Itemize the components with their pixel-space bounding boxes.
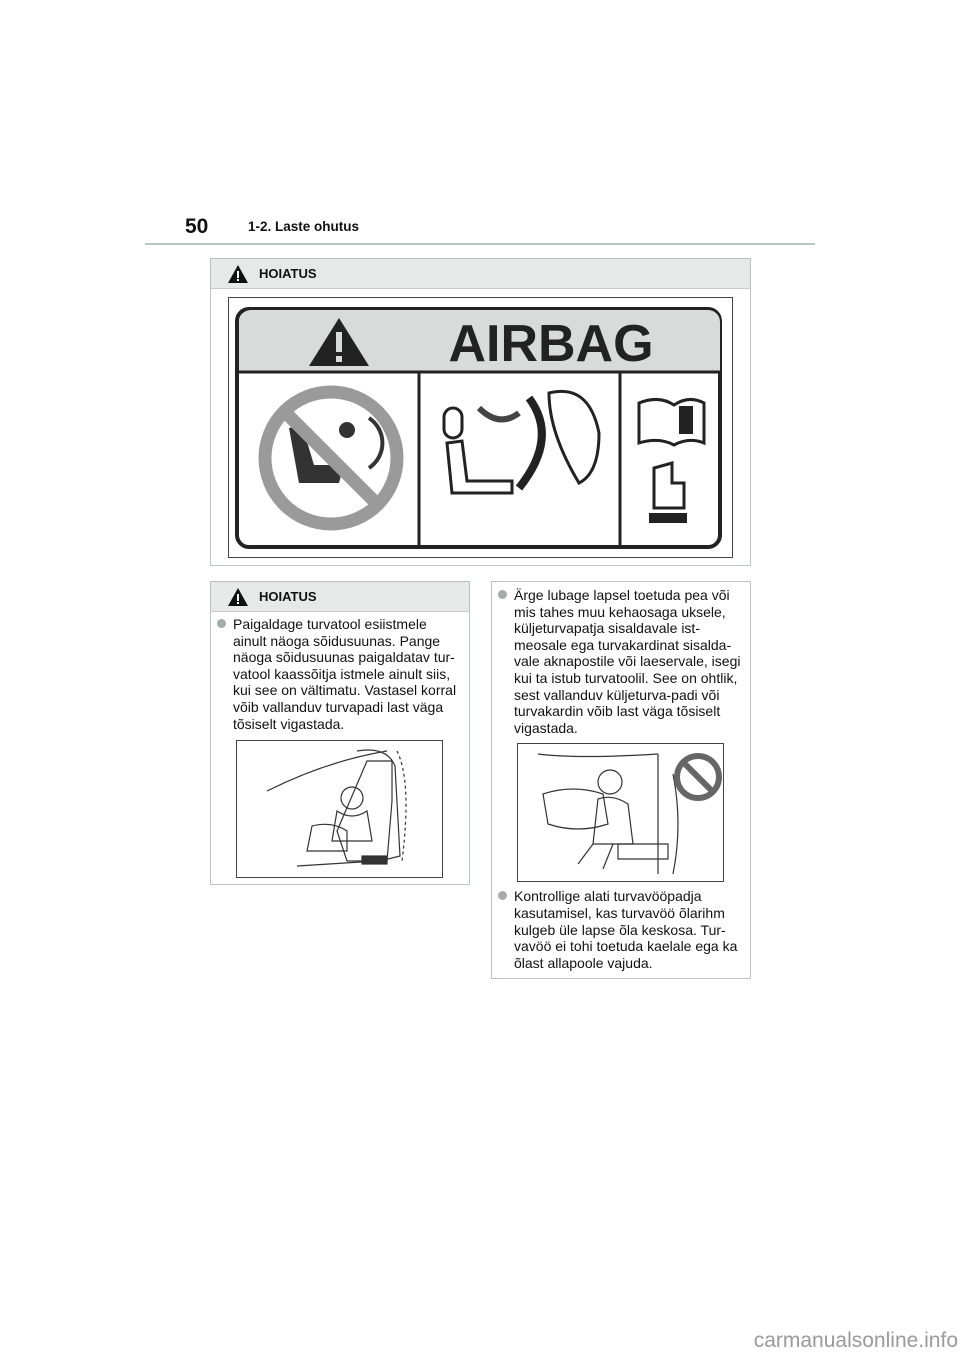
bullet-icon — [498, 590, 507, 599]
list-item — [498, 587, 742, 736]
forward-facing-seat-illustration — [236, 740, 443, 878]
page-number: 50 — [185, 215, 209, 238]
list-item — [217, 616, 461, 732]
bullet-icon — [498, 891, 507, 900]
warning-header — [211, 259, 750, 289]
item-text: Ärge lubage lapsel toetuda pea või mis tahes muu kehaosaga uksele, küljeturvapatja sisaldavale ist-meosale ega turvakardinat sisalda-vale aknapostile või laeservale, isegi kui ta istub turvatoolil. See on ohtlik, sest vallanduv küljeturva-padi või turvakardin võib last väga tõsiselt vigastada. — [514, 587, 741, 736]
section-title: 1-2. Laste ohutus — [248, 219, 360, 234]
bullet-icon — [217, 619, 226, 628]
warning-box-airbag — [210, 258, 751, 566]
warning-box-side-airbag — [491, 581, 751, 979]
warning-title: HOIATUS — [259, 266, 317, 281]
item-text: Kontrollige alati turvavööpadja kasutamisel, kas turvavöö õlarihm kulgeb üle lapse õla keskosa. Tur-vavöö ei tohi toetuda kaelale ega ka õlast allapoole vajuda. — [514, 888, 738, 971]
warning-title: HOIATUS — [259, 589, 317, 604]
item-text: Paigaldage turvatool esiistmele ainult näoga sõidusuunas. Pange näoga sõidusuunas paigaldatav tur-vatool kaassõitja istmele ainult siis, kui see on vältimatu. Vastasel korral võib vallanduv turvapadi last väga tõsiselt vigastada. — [233, 616, 457, 732]
prohibited-icon — [677, 756, 719, 798]
warning-box-front-seat — [210, 581, 470, 885]
header-divider — [145, 243, 815, 245]
airbag-label-text: AIRBAG — [448, 315, 654, 373]
warning-triangle-icon — [227, 264, 249, 284]
booster-seat-prohibited-illustration — [517, 743, 724, 882]
warning-header — [211, 582, 469, 612]
warning-triangle-icon — [227, 587, 249, 607]
airbag-warning-label — [228, 297, 733, 558]
watermark: carmanualsonline.info — [753, 1329, 958, 1352]
list-item — [498, 888, 742, 971]
